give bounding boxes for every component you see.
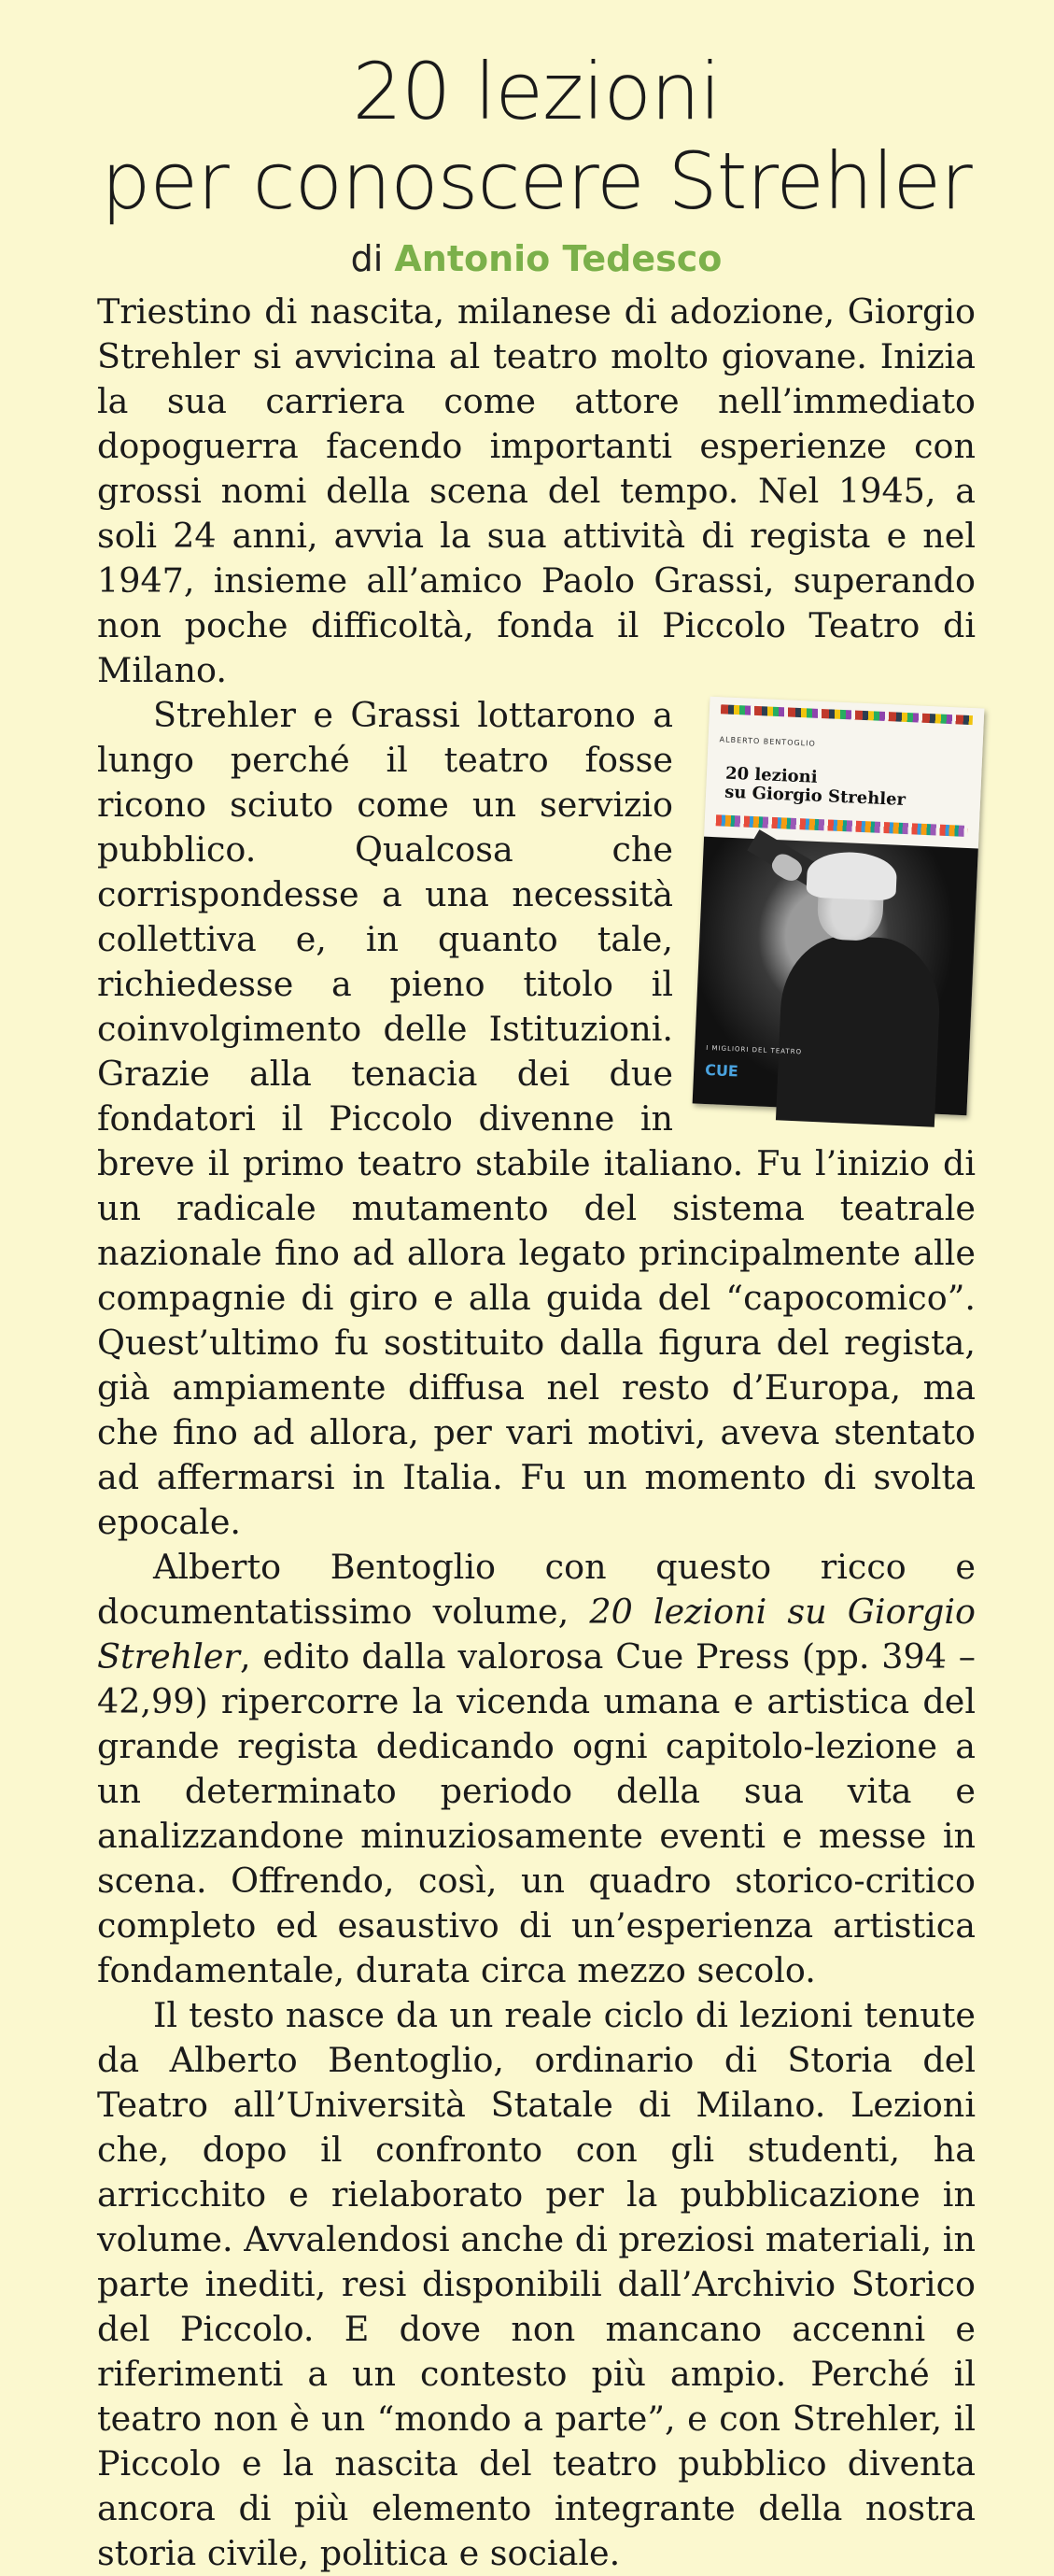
byline-author: Antonio Tedesco: [394, 238, 723, 279]
paragraph-3: Alberto Bentoglio con questo ricco e documentatissimo volume, 20 lezioni su Giorgio Strehler, edito dalla valorosa Cue Press (pp. 394 – 42,99) ripercorre la vicenda umana e artistica del grande regista dedicando ogni capitolo-lezione a un determinato periodo della sua vita e analizzandone minuziosamente eventi e messe in scena. Offrendo, così, un quadro storico-critico completo ed esaustivo di un’esperienza artistica fondamentale, durata circa mezzo secolo.: [97, 1547, 977, 1990]
book-cover-image: [693, 697, 985, 1115]
publisher-logo: CUE: [704, 1060, 739, 1081]
book-cover-title: 20 lezioni su Giorgio Strehler: [724, 763, 906, 811]
book-title-inline: 20 lezioni su Giorgio Strehler: [97, 1592, 977, 1677]
byline: [97, 235, 976, 282]
paragraph-2: Strehler e Grassi lottarono a lungo perché il teatro fosse ricono sciuto come un servizio pubblico. Qualcosa che corrispondesse a una necessità collettiva e, in quanto tale, richiedesse a pieno titolo il coinvolgimento delle Istituzioni. Grazie alla tenacia dei due fondatori il Piccolo divenne in breve il primo teatro stabile italiano. Fu l’inizio di un radicale mutamento del sistema teatrale nazionale fino ad allora legato principalmente alle compagnie di giro e alla guida del “capocomico”. Quest’ultimo fu sostituito dalla figura del regista, già ampiamente diffusa nel resto d’Europa, ma che fino ad allora, per vari motivi, aveva stentato ad affermarsi in Italia. Fu un momento di svolta epocale.: [97, 695, 976, 1542]
title-line-1: 20 lezioni: [352, 46, 721, 137]
book-cover-series: I MIGLIORI DEL TEATRO: [706, 1043, 803, 1056]
title-line-2: per conoscere Strehler: [101, 135, 972, 227]
article-title: [97, 0, 976, 226]
byline-prefix: di: [350, 238, 384, 279]
paragraph-4: Il testo nasce da un reale ciclo di lezioni tenute da Alberto Bentoglio, ordinario di Storia del Teatro all’Università Statale di Milano. Lezioni che, dopo il confronto con gli studenti, ha arricchito e rielaborato per la pubblicazione in volume. Avvalendosi anche di preziosi materiali, in parte inediti, resi disponibili dall’Archivio Storico del Piccolo. E dove non mancano accenni e riferimenti a un contesto più ampio. Perché il teatro non è un “mondo a parte”, e con Strehler, il Piccolo e la nascita del teatro pubblico diventa ancora di più elemento integrante della nostra storia civile, politica e sociale.: [97, 1995, 976, 2573]
book-cover-author: ALBERTO BENTOGLIO: [719, 735, 816, 748]
article-body: [97, 290, 976, 2576]
paragraph-1: Triestino di nascita, milanese di adozione, Giorgio Strehler si avvicina al teatro molto giovane. Inizia la sua carriera come attore nell’immediato dopoguerra facendo importanti esperienze con grossi nomi della scena del tempo. Nel 1945, a soli 24 anni, avvia la sua attività di regista e nel 1947, insieme all’amico Paolo Grassi, superando non poche difficoltà, fonda il Piccolo Teatro di Milano.: [97, 291, 976, 690]
